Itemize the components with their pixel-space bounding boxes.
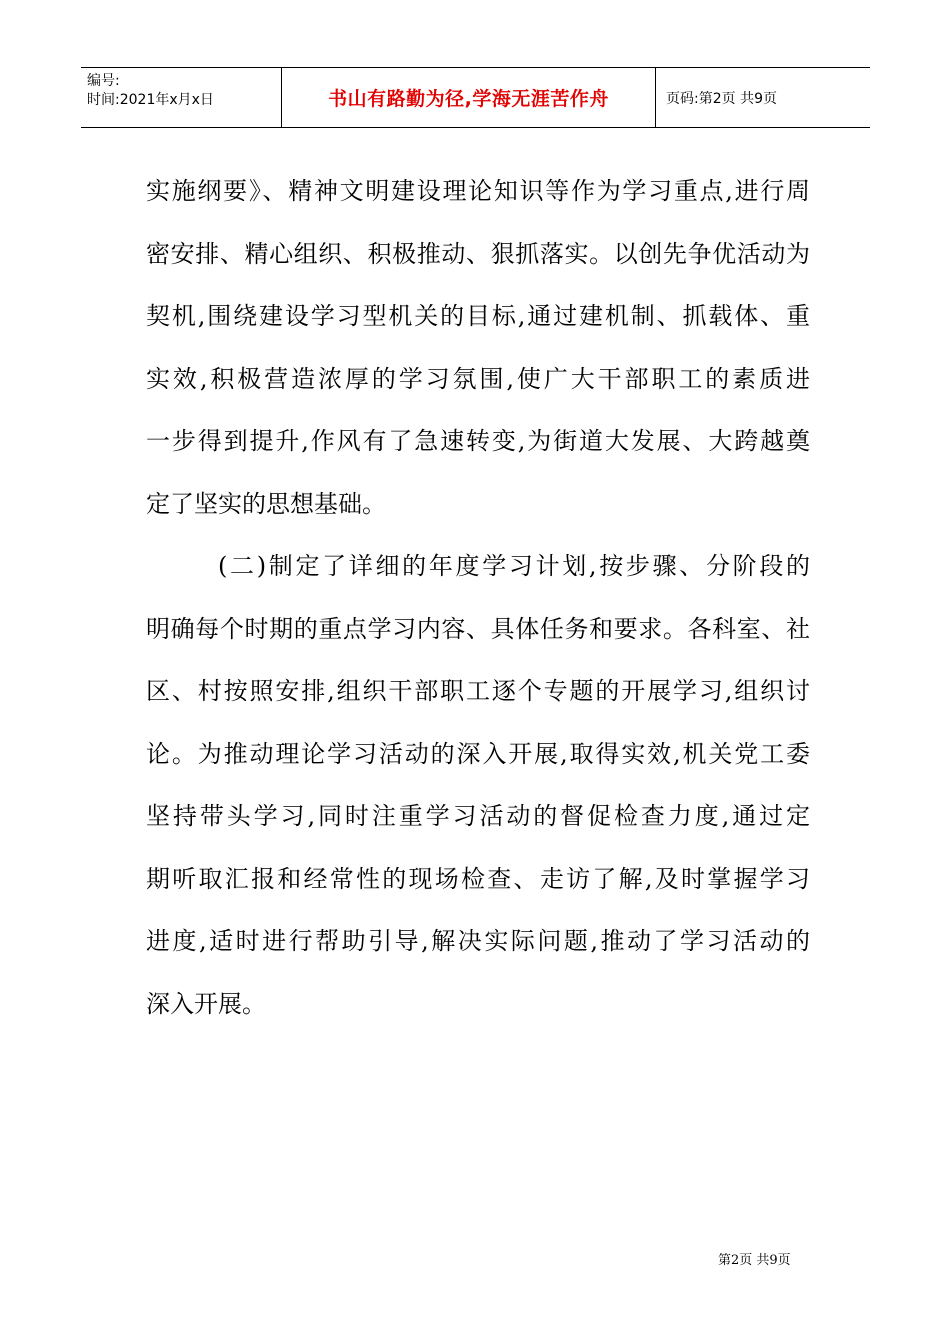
body-line: 契机,围绕建设学习型机关的目标,通过建机制、抓载体、重: [146, 302, 810, 330]
page-header: [81, 67, 870, 128]
body-line: 密安排、精心组织、积极推动、狠抓落实。以创先争优活动为: [146, 239, 810, 268]
header-motto: 书山有路勤为径,学海无涯苦作舟: [282, 68, 656, 127]
body-line: 进度,适时进行帮助引导,解决实际问题,推动了学习活动的: [146, 927, 810, 955]
document-number-label: 编号:: [87, 73, 120, 89]
document-date: 时间:2021年x月x日: [87, 92, 214, 108]
body-line: 坚持带头学习,同时注重学习活动的督促检查力度,通过定: [146, 802, 810, 830]
body-line: 实效,积极营造浓厚的学习氛围,使广大干部职工的素质进: [146, 364, 810, 393]
body-line: 论。为推动理论学习活动的深入开展,取得实效,机关党工委: [146, 739, 810, 768]
body-line: 深入开展。: [146, 989, 266, 1018]
body-line: 一步得到提升,作风有了急速转变,为街道大发展、大跨越奠: [146, 427, 810, 455]
page-footer: 第2页 共9页: [718, 1253, 791, 1268]
body-line-paragraph-start: (二)制定了详细的年度学习计划,按步骤、分阶段的: [218, 552, 810, 580]
body-line: 实施纲要》、精神文明建设理论知识等作为学习重点,进行周: [146, 177, 810, 205]
header-meta: [81, 68, 282, 127]
body-line: 定了坚实的思想基础。: [146, 489, 386, 518]
body-line: 明确每个时期的重点学习内容、具体任务和要求。各科室、社: [146, 614, 810, 643]
header-page-info: 页码:第2页 共9页: [666, 90, 777, 107]
body-line: 区、村按照安排,组织干部职工逐个专题的开展学习,组织讨: [146, 677, 810, 705]
document-body: [146, 160, 810, 1035]
body-line: 期听取汇报和经常性的现场检查、走访了解,及时掌握学习: [146, 864, 810, 893]
